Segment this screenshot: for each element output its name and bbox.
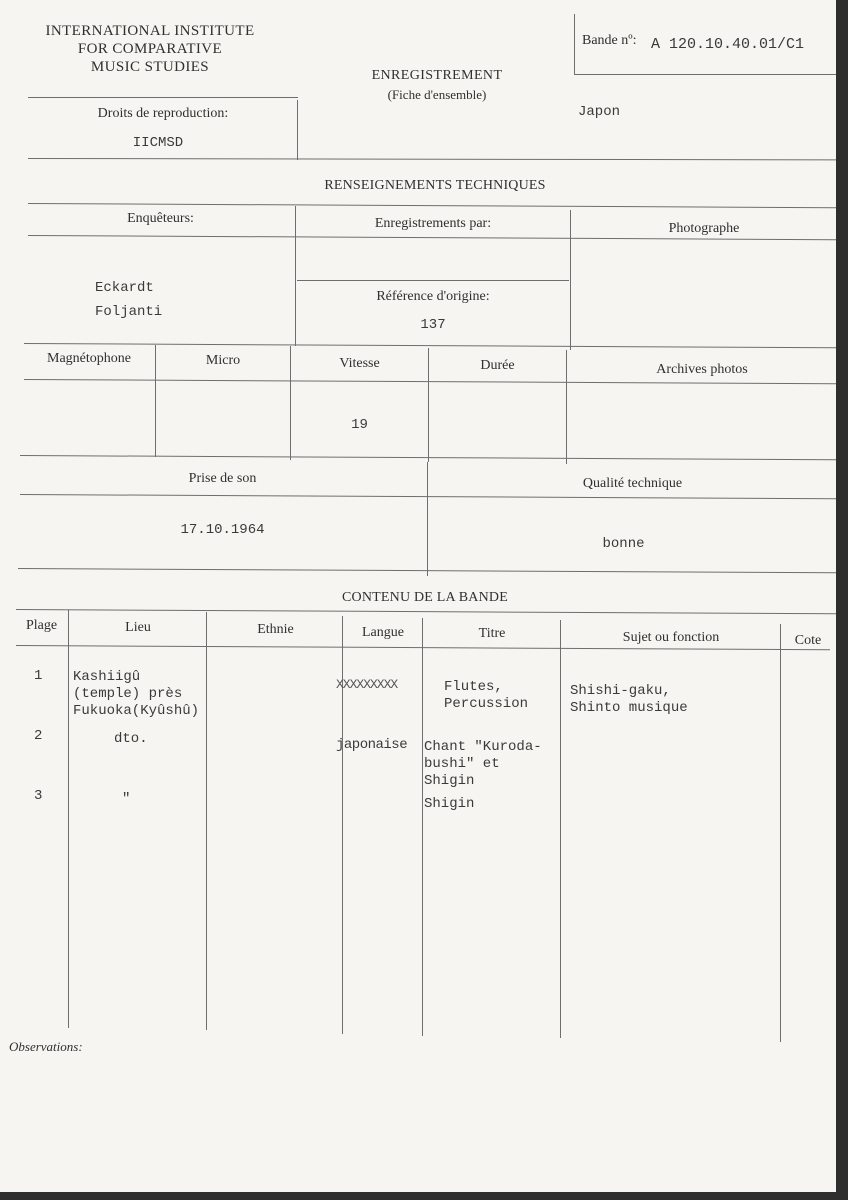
row1-plage: 1	[34, 668, 43, 684]
rule	[570, 210, 571, 350]
col-ethnie: Ethnie	[257, 622, 294, 637]
col-cote: Cote	[794, 633, 822, 648]
row2-langue: japonaise	[336, 737, 408, 753]
bande-number: A 120.10.40.01/C1	[651, 36, 805, 53]
qualite-label: Qualité technique	[582, 476, 683, 491]
micro-label: Micro	[205, 353, 241, 368]
vitesse-value: 19	[351, 417, 368, 433]
bande-label: Bande nº:	[582, 33, 637, 48]
observations-label: Observations:	[9, 1039, 83, 1054]
rule	[206, 612, 207, 1030]
enqueteurs-values: Eckardt Foljanti	[95, 280, 163, 320]
prise-value: 17.10.1964	[180, 522, 265, 538]
bande-box-left	[574, 14, 575, 74]
rule	[780, 624, 781, 1042]
rule	[560, 620, 561, 1038]
row1-sujet: Shishi-gaku, Shinto musique	[570, 683, 688, 716]
qualite-value: bonne	[602, 536, 645, 552]
reference-label: Référence d'origine:	[376, 289, 490, 304]
rule	[297, 280, 569, 281]
rule	[422, 618, 423, 1036]
col-titre: Titre	[478, 626, 506, 641]
droits-label: Droits de reproduction:	[97, 106, 229, 121]
enregistrement-title: ENREGISTREMENT	[371, 68, 503, 83]
archives-label: Archives photos	[656, 362, 748, 377]
row2-plage: 2	[34, 728, 43, 744]
row2-titre: Chant "Kuroda- bushi" et Shigin	[424, 739, 542, 789]
col-sujet: Sujet ou fonction	[622, 630, 720, 645]
col-lieu: Lieu	[125, 620, 151, 635]
prise-label: Prise de son	[188, 471, 257, 486]
rule	[28, 158, 836, 160]
rule	[16, 609, 836, 614]
col-langue: Langue	[362, 625, 404, 640]
photographe-label: Photographe	[668, 221, 740, 236]
rule	[24, 343, 836, 348]
rule	[566, 350, 567, 464]
contenu-title: CONTENU DE LA BANDE	[342, 590, 508, 605]
row3-lieu: "	[122, 791, 131, 807]
enregistrements-label: Enregistrements par:	[374, 216, 492, 231]
magnetophone-label: Magnétophone	[47, 351, 131, 366]
bande-box-bottom	[574, 74, 836, 75]
row1-lieu: Kashiigû (temple) près Fukuoka(Kyûshû)	[73, 669, 200, 719]
rule	[295, 206, 296, 346]
rule	[28, 97, 298, 98]
rule	[28, 203, 836, 208]
row3-plage: 3	[34, 788, 43, 804]
country-value: Japon	[578, 104, 621, 120]
rule	[427, 462, 428, 576]
vitesse-label: Vitesse	[339, 356, 380, 371]
rule	[68, 610, 69, 1028]
droits-value: IICMSD	[132, 135, 184, 151]
row1-titre: Flutes, Percussion	[444, 679, 529, 712]
row2-lieu: dto.	[114, 731, 148, 747]
col-plage: Plage	[26, 618, 58, 633]
tech-title: RENSEIGNEMENTS TECHNIQUES	[324, 178, 546, 193]
rule	[24, 379, 836, 384]
duree-label: Durée	[480, 358, 515, 373]
row1-langue-struck: XXXXXXXXX	[336, 677, 398, 692]
rule	[428, 348, 429, 462]
reference-value: 137	[420, 317, 446, 333]
rule	[290, 346, 291, 460]
enqueteurs-label: Enquêteurs:	[127, 211, 194, 226]
institute-name: INTERNATIONAL INSTITUTE FOR COMPARATIVE MUSIC STUDIES	[45, 23, 255, 75]
fiche-subtitle: (Fiche d'ensemble)	[387, 87, 487, 102]
rule	[155, 345, 156, 457]
row3-titre: Shigin	[424, 796, 475, 812]
